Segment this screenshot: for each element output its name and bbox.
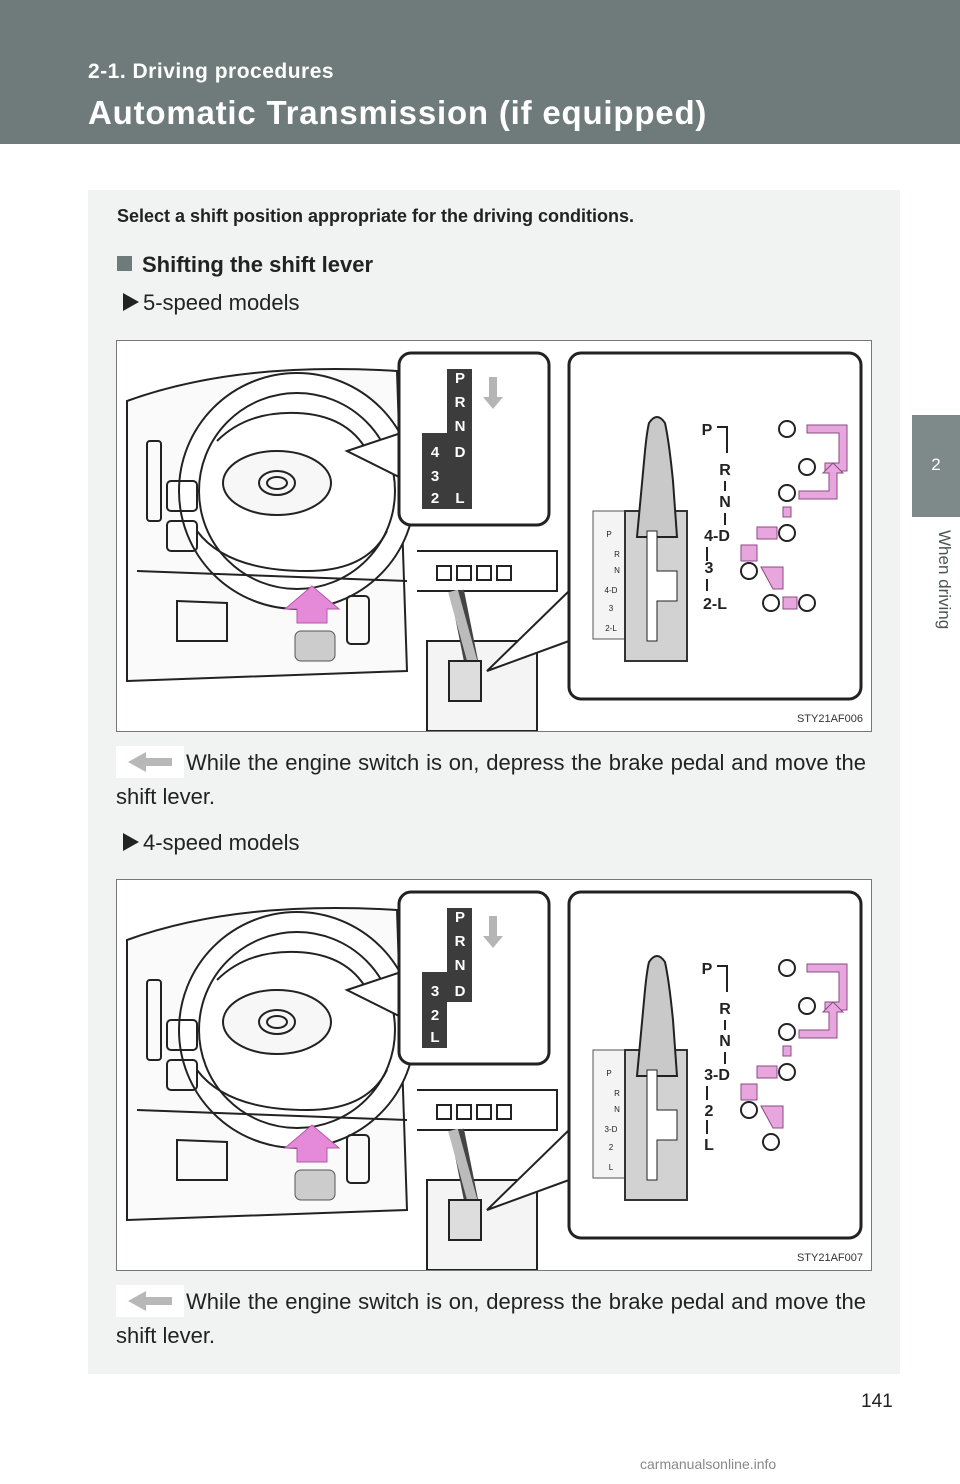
gate-main-label: 3-D — [704, 1067, 730, 1084]
svg-text:R: R — [614, 1089, 620, 1098]
gate-main-label: 4-D — [704, 528, 730, 545]
gate-label: L — [455, 490, 465, 507]
svg-text:N: N — [614, 566, 620, 575]
gate-label: N — [454, 957, 466, 974]
gate-main-label: R — [719, 1001, 731, 1018]
gate-main-label: 3 — [704, 560, 714, 577]
gate-label: D — [454, 983, 466, 1000]
watermark[interactable]: carmanualsonline.info — [640, 1456, 777, 1472]
shift-diagram-4-speed — [117, 880, 872, 1271]
chapter-tab[interactable]: 2 — [912, 415, 960, 517]
gate-label: L — [430, 1029, 440, 1046]
svg-text:2: 2 — [608, 1143, 614, 1152]
chapter-tab-label: When driving — [935, 530, 954, 630]
page-title: Automatic Transmission (if equipped) — [88, 94, 708, 131]
gate-label: 3 — [430, 983, 440, 1000]
gate-label: P — [454, 909, 466, 926]
model-label-4-speed: 4-speed models — [123, 830, 300, 856]
svg-text:3-D: 3-D — [604, 1125, 618, 1134]
gate-main-label: P — [701, 422, 713, 439]
subheading — [117, 252, 373, 278]
gate-label: 2 — [430, 1007, 440, 1024]
gate-main-label: N — [719, 494, 731, 511]
triangle-bullet-icon — [123, 833, 139, 851]
gate-main-label: N — [719, 1033, 731, 1050]
gate-main-label: L — [704, 1137, 714, 1154]
figure-code: STY21AF006 — [796, 713, 863, 725]
gate-label: 2 — [430, 490, 440, 507]
side-tab-top — [912, 0, 960, 144]
svg-text:L: L — [608, 1163, 614, 1172]
svg-text:N: N — [614, 1105, 620, 1114]
svg-text:3: 3 — [608, 604, 614, 613]
svg-text:2-L: 2-L — [605, 624, 617, 633]
gate-label: N — [454, 418, 466, 435]
gate-label: 4 — [430, 444, 440, 461]
square-bullet-icon — [117, 256, 132, 271]
page-number: 141 — [861, 1391, 893, 1412]
svg-text:R: R — [614, 550, 620, 559]
svg-text:P: P — [606, 530, 612, 539]
note-5-speed: While the engine switch is on, depress the brake pedal and move the shift lever. — [116, 746, 866, 814]
gate-main-label: 2 — [704, 1103, 714, 1120]
figure-5-speed — [116, 340, 872, 732]
gate-label: P — [454, 370, 466, 387]
side-tab — [912, 144, 960, 1484]
model-label-5-speed: 5-speed models — [123, 290, 300, 316]
pink-arrow-icon — [116, 1285, 184, 1317]
gate-label: D — [454, 444, 466, 461]
svg-text:4-D: 4-D — [604, 586, 618, 595]
pink-arrow-icon — [116, 746, 184, 778]
gate-label: R — [454, 394, 466, 411]
gate-label: 3 — [430, 468, 440, 485]
section-label: 2-1. Driving procedures — [88, 60, 335, 83]
figure-code: STY21AF007 — [796, 1252, 863, 1264]
subheading-text: Shifting the shift lever — [142, 252, 374, 277]
shift-diagram-5-speed — [117, 341, 872, 732]
figure-4-speed — [116, 879, 872, 1271]
gate-main-label: 2-L — [703, 596, 727, 613]
svg-text:P: P — [606, 1069, 612, 1078]
intro-text: Select a shift position appropriate for the driving conditions. — [117, 206, 635, 226]
gate-main-label: R — [719, 462, 731, 479]
gate-main-label: P — [701, 961, 713, 978]
note-4-speed: While the engine switch is on, depress the brake pedal and move the shift lever. — [116, 1285, 866, 1353]
gate-label: R — [454, 933, 466, 950]
triangle-bullet-icon — [123, 293, 139, 311]
